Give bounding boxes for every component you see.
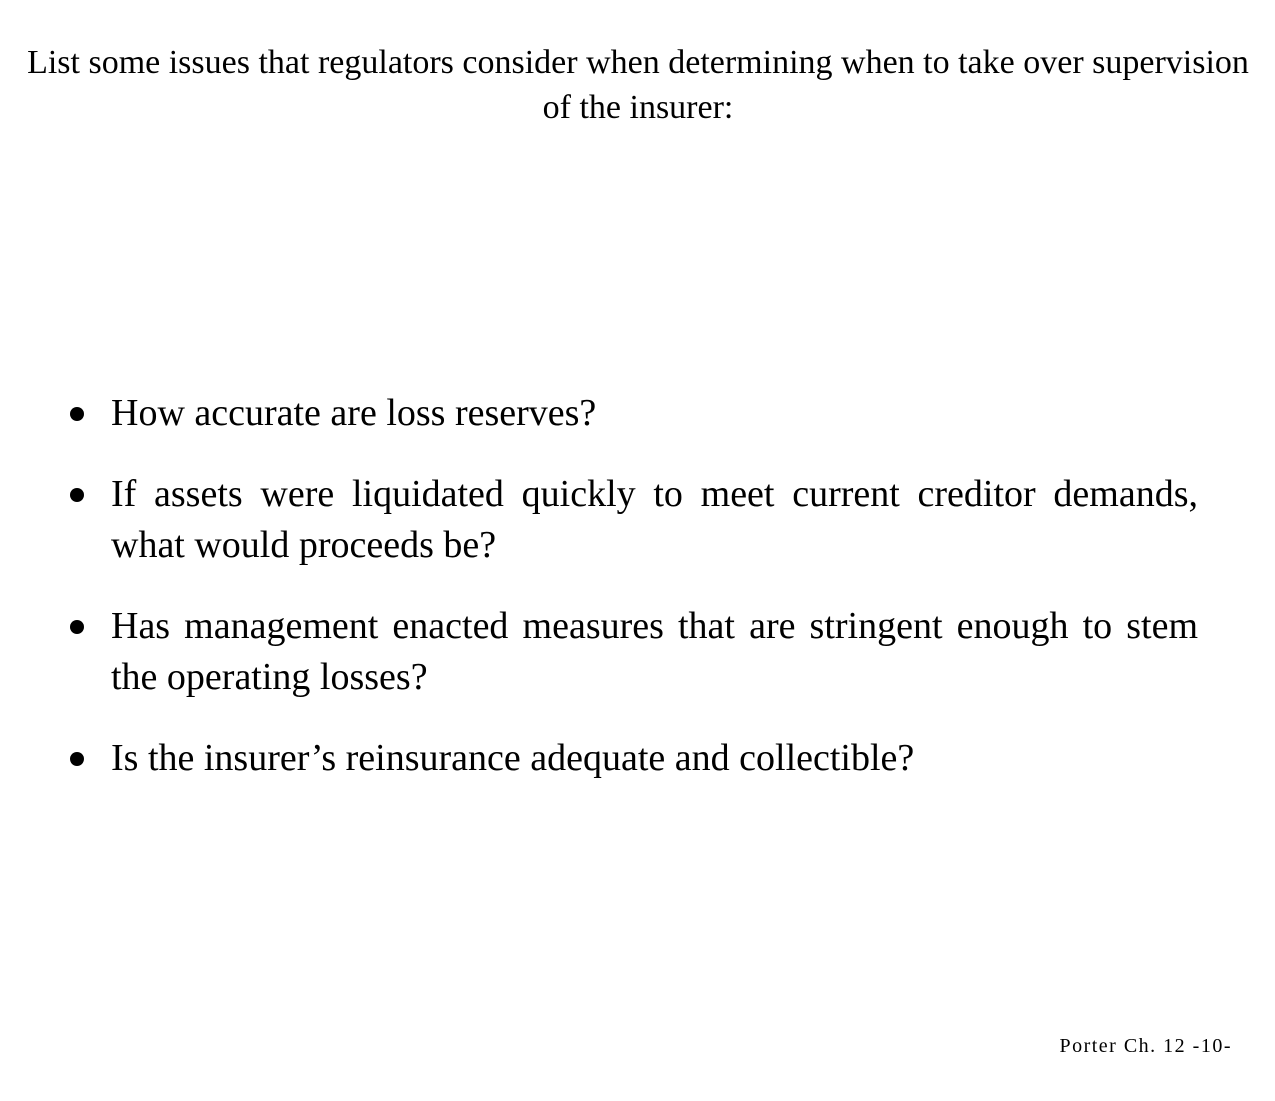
list-item bbox=[64, 388, 1198, 439]
bullet-icon bbox=[70, 752, 84, 766]
slide-title: List some issues that regulators consider when determining when to take over supervision of the insurer: bbox=[27, 44, 1249, 126]
list-item bbox=[64, 469, 1198, 571]
bullet-text: If assets were liquidated quickly to meet current creditor demands, what would proceeds be? bbox=[111, 473, 1198, 566]
bullet-text: How accurate are loss reserves? bbox=[111, 392, 597, 434]
bullet-text: Is the insurer’s reinsurance adequate and collectible? bbox=[111, 737, 915, 779]
bullet-list bbox=[64, 388, 1198, 814]
bullet-icon bbox=[70, 407, 84, 421]
bullet-text: Has management enacted measures that are stringent enough to stem the operating losses? bbox=[111, 605, 1198, 698]
list-item bbox=[64, 601, 1198, 703]
bullet-icon bbox=[70, 488, 84, 502]
bullet-icon bbox=[70, 620, 84, 634]
page-footer: Porter Ch. 12 -10- bbox=[1059, 1035, 1232, 1057]
list-item bbox=[64, 733, 1198, 784]
